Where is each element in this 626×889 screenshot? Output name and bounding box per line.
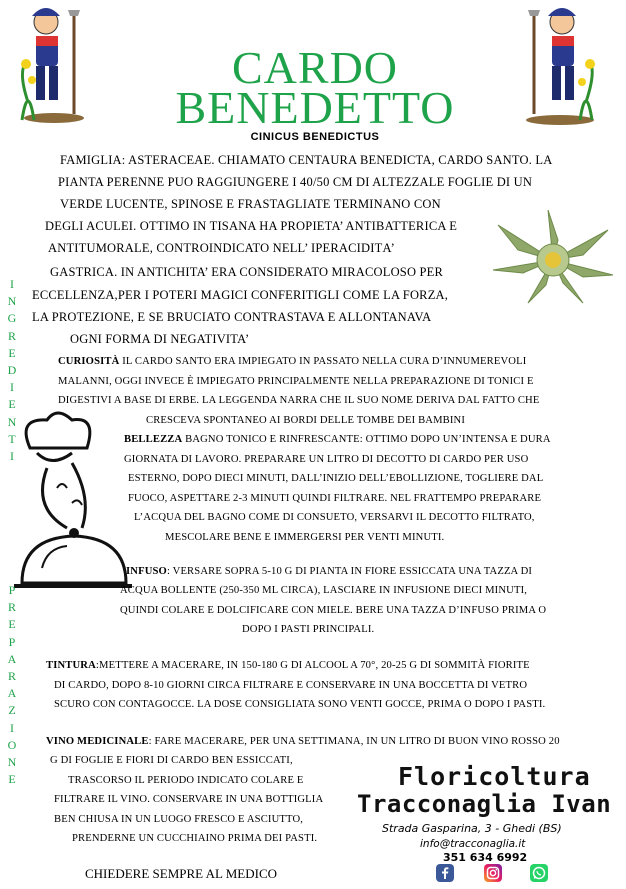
intro-line: GASTRICA. IN ANTICHITA’ ERA CONSIDERATO MIRACOLOSO PER	[50, 265, 444, 279]
side-letter: G	[7, 311, 17, 326]
section-line: IL CARDO SANTO ERA IMPIEGATO IN PASSATO NELLA CURA D’INNUMEREVOLI	[119, 356, 527, 367]
title-line-1: CARDO	[231, 42, 399, 93]
side-word-preparazione	[6, 582, 18, 788]
intro-line: ECCELLENZA,PER I POTERI MAGICI CONFERITIGLI COME LA FORZA,	[32, 288, 449, 302]
intro-line: DEGLI ACULEI. OTTIMO IN TISANA HA PROPIETA’ ANTIBATTERICA E	[45, 219, 458, 233]
side-letter: I	[10, 380, 14, 395]
section-line: BAGNO TONICO E RINFRESCANTE: OTTIMO DOPO UN’INTENSA E DURA	[182, 434, 551, 445]
infuso-label: INFUSO	[126, 566, 167, 577]
side-word-ingredienti	[6, 276, 18, 465]
section-line: DOPO I PASTI PRINCIPALI.	[242, 624, 375, 635]
section-line: MALANNI, OGGI INVECE È IMPIEGATO PRINCIPALMENTE NELLA PREPARAZIONE DI TONICI E	[58, 376, 534, 387]
side-letter: N	[7, 755, 17, 770]
section-line: SCURO CON CONTAGOCCE. LA DOSE CONSIGLIATA SONO VENTI GOCCE, PRIMA O DOPO I PASTI.	[54, 699, 546, 710]
thistle-plant-image	[488, 205, 618, 305]
section-line: : VERSARE SOPRA 5-10 G DI PIANTA IN FIORE ESSICCATA UNA TAZZA DI	[166, 566, 533, 577]
scientific-name: CINICUS BENEDICTUS	[250, 131, 380, 143]
whatsapp-icon[interactable]	[530, 864, 548, 882]
vino-label: VINO MEDICINALE	[46, 736, 149, 747]
section-line: G DI FOGLIE E FIORI DI CARDO BEN ESSICCATI,	[50, 755, 293, 766]
side-letter: T	[8, 431, 16, 446]
section-line: FILTRARE IL VINO. CONSERVARE IN UNA BOTTIGLIA	[54, 794, 324, 805]
intro-line: FAMIGLIA: ASTERACEAE. CHIAMATO CENTAURA BENEDICTA, CARDO SANTO. LA	[60, 153, 553, 167]
section-line: QUINDI COLARE E DOLCIFICARE CON MIELE. BERE UNA TAZZA D’INFUSO PRIMA O	[120, 605, 547, 616]
side-letter: N	[7, 294, 17, 309]
section-line: TRASCORSO IL PERIODO INDICATO COLARE E	[68, 775, 304, 786]
section-line: ESTERNO, DOPO DIECI MINUTI, DALL’INIZIO DELL’EBOLLIZIONE, TOGLIERE DAL	[128, 473, 544, 484]
intro-line: OGNI FORMA DI NEGATIVITA’	[70, 332, 250, 346]
side-letter: A	[7, 686, 17, 701]
medical-advice-footer: CHIEDERE SEMPRE AL MEDICO	[85, 866, 277, 881]
side-letter: E	[8, 345, 16, 360]
facebook-icon[interactable]	[436, 864, 454, 882]
side-letter: R	[7, 600, 16, 615]
side-letter: I	[10, 720, 14, 735]
chef-illustration	[12, 408, 132, 608]
side-letter: O	[7, 737, 17, 752]
brand-name-line-1: Floricoltura	[398, 762, 591, 791]
side-letter: I	[10, 449, 14, 464]
instagram-icon[interactable]	[484, 864, 502, 882]
side-letter: P	[8, 583, 16, 597]
side-letter: I	[10, 277, 14, 291]
brand-email[interactable]: info@tracconaglia.it	[420, 838, 526, 850]
intro-line: VERDE LUCENTE, SPINOSE E FRASTAGLIATE TERMINANO CON	[60, 197, 441, 211]
brand-address: Strada Gasparina, 3 - Ghedi (BS)	[382, 822, 562, 835]
section-line: ACQUA BOLLENTE (250-350 ML CIRCA), LASCIARE IN INFUSIONE DIECI MINUTI,	[120, 585, 528, 596]
section-line: GIORNATA DI LAVORO. PREPARARE UN LITRO DI DECOTTO DI CARDO PER USO	[124, 454, 529, 465]
page-title	[150, 42, 480, 133]
bellezza-label: BELLEZZA	[124, 434, 183, 445]
side-letter: N	[7, 414, 17, 429]
section-line: FUOCO, ASPETTARE 2-3 MINUTI QUINDI FILTRARE. NEL FRATTEMPO PREPARARE	[128, 493, 542, 504]
tintura-label: TINTURA	[46, 660, 96, 671]
title-line-2: BENEDETTO	[175, 82, 455, 133]
side-letter: P	[8, 634, 16, 649]
side-letter: E	[8, 617, 16, 632]
side-letter: R	[7, 669, 16, 684]
curiosita-label: CURIOSITÀ	[58, 356, 120, 367]
section-line: :METTERE A MACERARE, IN 150-180 G DI ALCOOL A 70°, 20-25 G DI SOMMITÀ FIORITE	[95, 660, 530, 671]
section-line: MESCOLARE BENE E IMMERGERSI PER VENTI MINUTI.	[165, 532, 445, 543]
section-line: : FARE MACERARE, PER UNA SETTIMANA, IN UN LITRO DI BUON VINO ROSSO 20	[148, 736, 560, 747]
farmer-illustration-right	[520, 2, 600, 126]
side-letter: E	[8, 397, 16, 412]
side-letter: Z	[8, 703, 16, 718]
side-letter: E	[8, 772, 16, 787]
brand-phone[interactable]: 351 634 6992	[443, 851, 528, 864]
section-line: DIGESTIVI A BASE DI ERBE. LA LEGGENDA NARRA CHE IL SUO NOME DERIVA DAL FATTO CHE	[58, 395, 540, 406]
intro-line: ANTITUMORALE, CONTROINDICATO NELL’ IPERACIDITА’	[48, 241, 395, 255]
section-line: CRESCEVA SPONTANEO AI BORDI DELLE TOMBE DEI BAMBINI	[146, 415, 466, 426]
farmer-illustration-left	[18, 2, 90, 124]
section-line: DI CARDO, DOPO 8-10 GIORNI CIRCA FILTRARE E CONSERVARE IN UNA BOCCETTA DI VETRO	[54, 680, 528, 691]
section-line: L’ACQUA DEL BAGNO COME DI CONSUETO, VERSARVI IL DECOTTO FILTRATO,	[134, 512, 535, 523]
side-letter: A	[7, 651, 17, 666]
brand-name-line-2: Tracconaglia Ivan	[357, 790, 612, 818]
side-letter: D	[7, 363, 17, 378]
section-line: PRENDERNE UN CUCCHIAINO PRIMA DEI PASTI.	[72, 833, 318, 844]
side-letter: R	[7, 328, 16, 343]
intro-line: PIANTA PERENNE PUO RAGGIUNGERE I 40/50 CM DI ALTEZZALE FOGLIE DI UN	[58, 175, 533, 189]
section-line: BEN CHIUSA IN UN LUOGO FRESCO E ASCIUTTO,	[54, 814, 304, 825]
intro-line: LA PROTEZIONE, E SE BRUCIATO CONTRASTAVA E ALLONTANAVA	[32, 310, 432, 324]
